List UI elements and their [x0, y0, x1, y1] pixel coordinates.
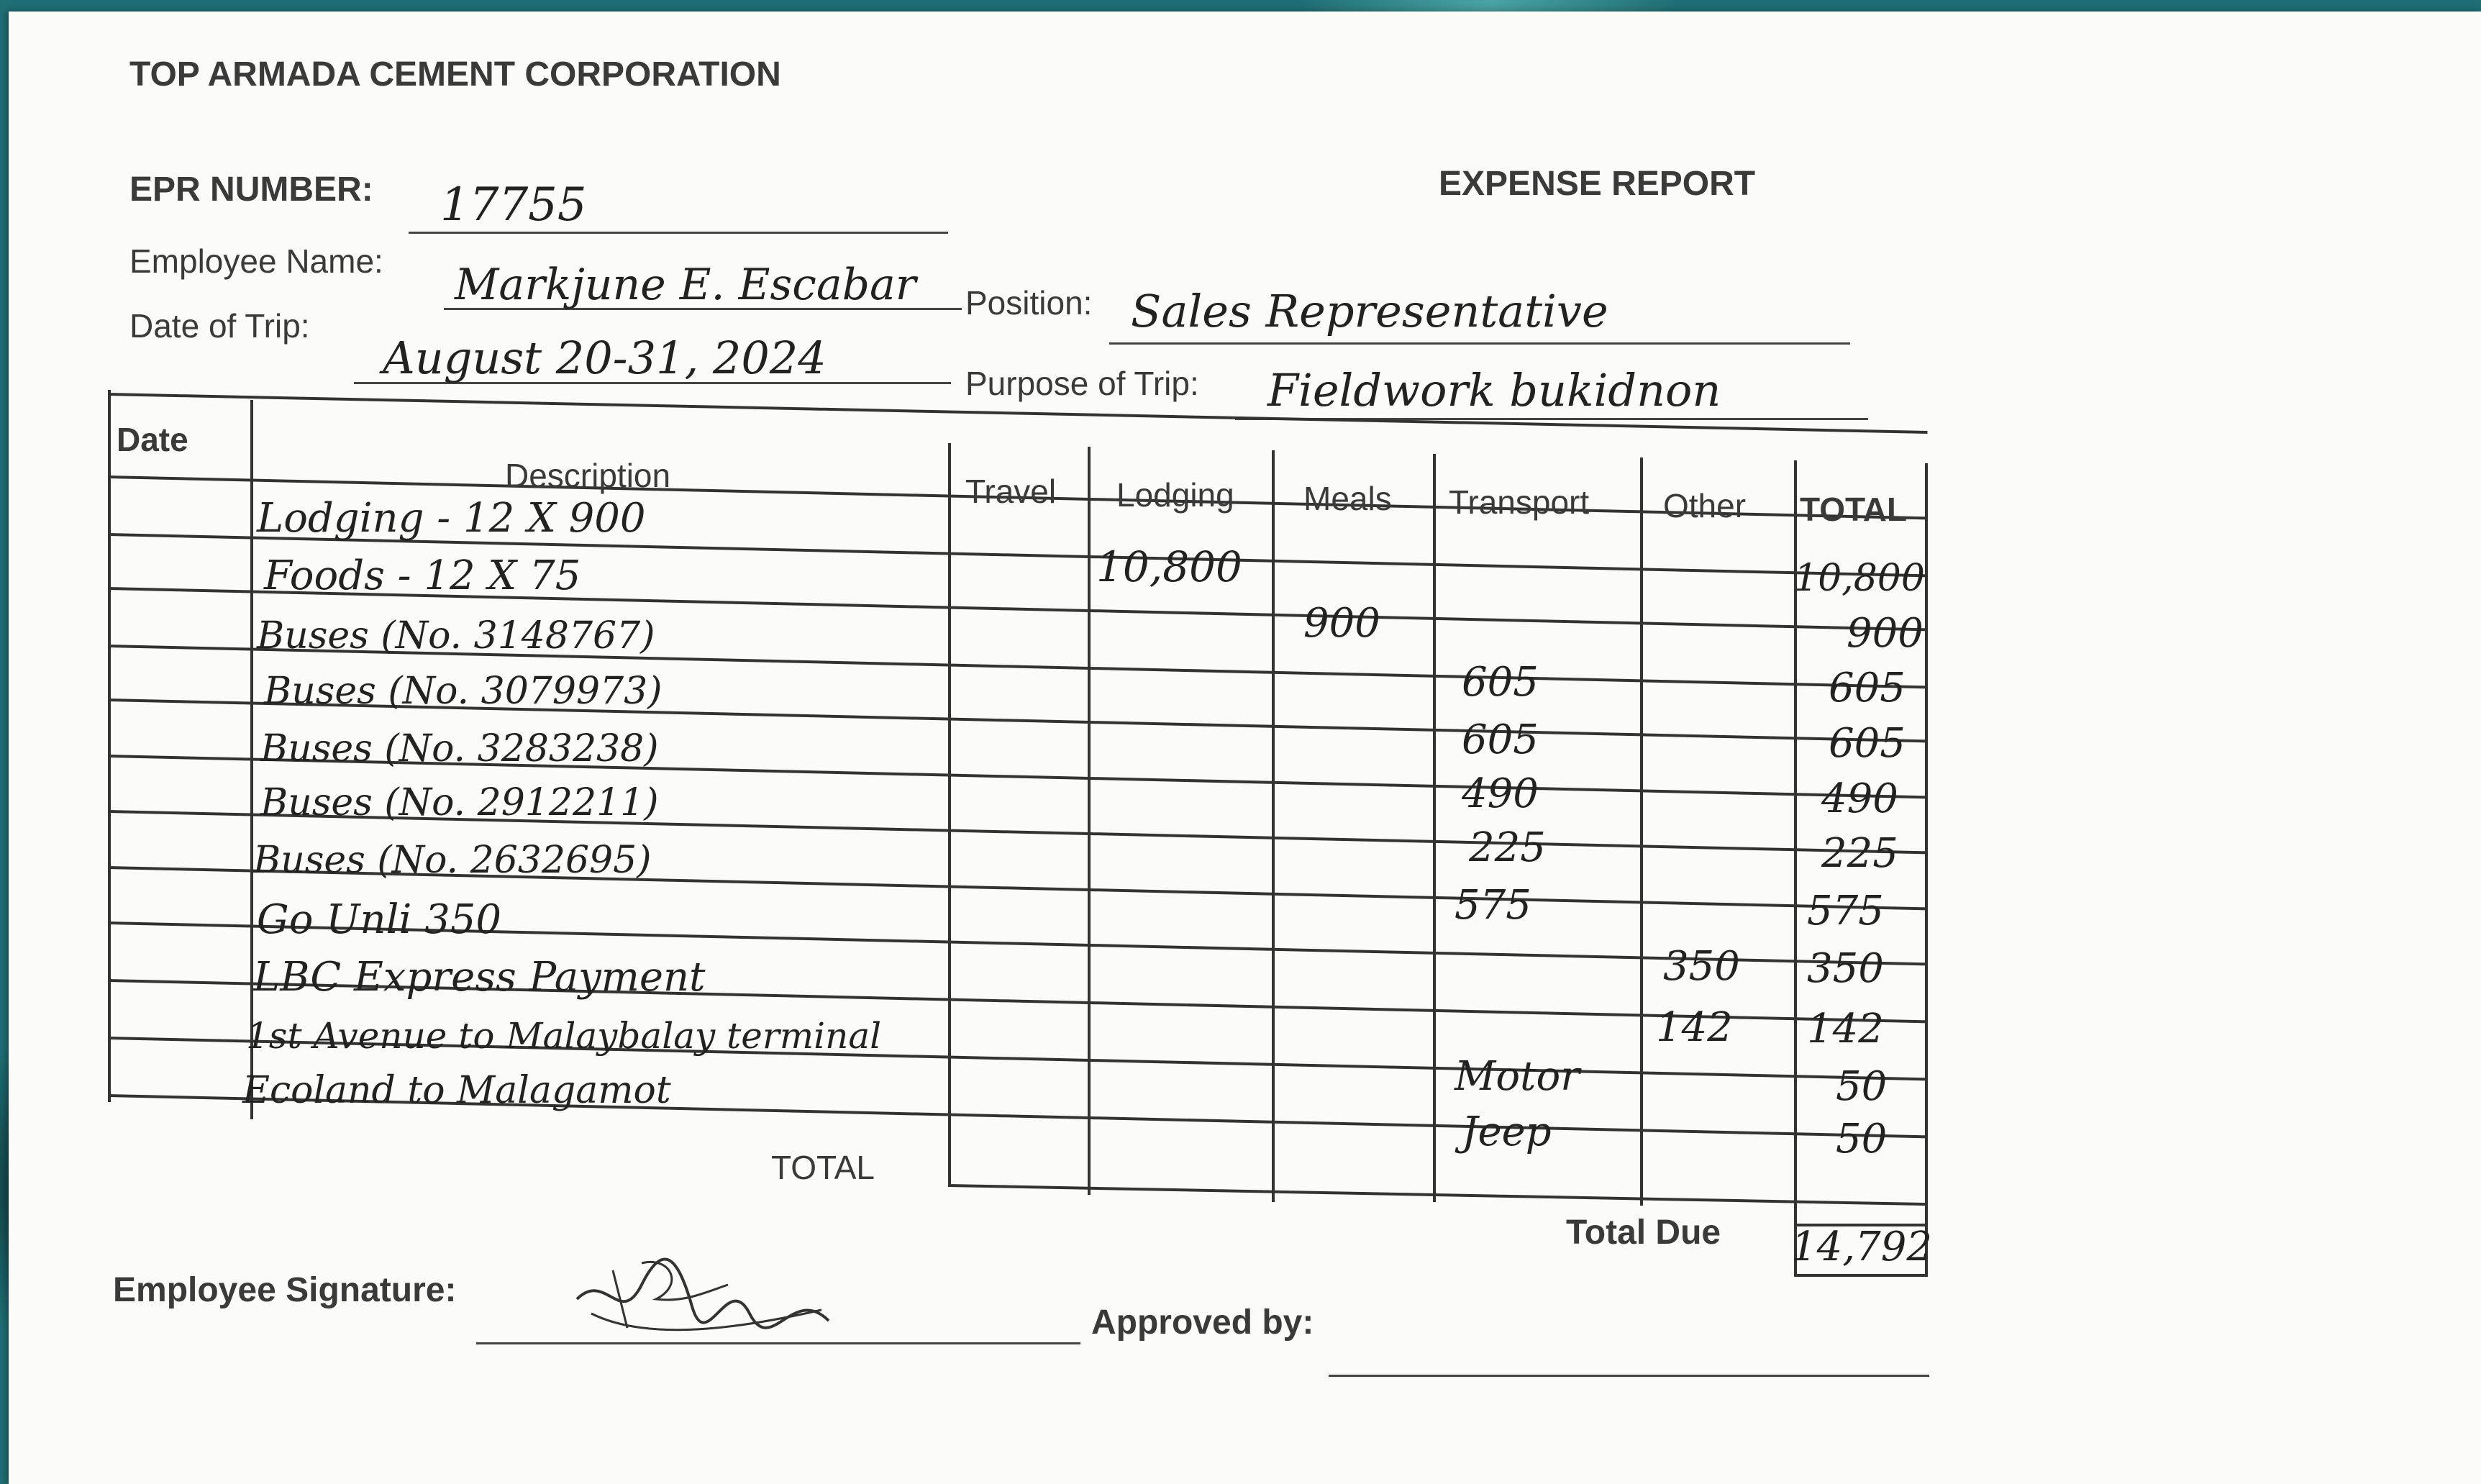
table-total-label: TOTAL — [771, 1149, 875, 1186]
row-9-total: 142 — [1807, 1006, 1884, 1052]
column-header-date: Date — [117, 421, 188, 458]
row-6-total: 225 — [1821, 830, 1898, 877]
column-header-travel: Travel — [965, 473, 1057, 510]
row-1-total: 10,800 — [1794, 557, 1925, 600]
expense-report-form — [9, 12, 2481, 1484]
row-4-total: 605 — [1829, 720, 1906, 767]
purpose-of-trip-label: Purpose of Trip: — [965, 365, 1199, 402]
row-2-meals: 900 — [1303, 600, 1380, 647]
row-7-transport: 575 — [1455, 882, 1531, 929]
employee-signature-image — [563, 1242, 850, 1349]
row-2-total: 900 — [1847, 610, 1924, 657]
table-divider-lodging — [1272, 450, 1275, 1202]
date-of-trip-value: August 20-31, 2024 — [383, 332, 827, 384]
row-3-total: 605 — [1829, 665, 1906, 711]
row-10-transport: Motor — [1455, 1053, 1580, 1100]
column-header-total: TOTAL — [1800, 491, 1908, 528]
row-10-total: 50 — [1836, 1063, 1888, 1110]
approved-by-line — [1329, 1331, 1929, 1377]
row-10-description: 1st Avenue to Malaybalay terminal — [246, 1015, 882, 1057]
row-11-total: 50 — [1836, 1116, 1888, 1162]
row-3-transport: 605 — [1462, 659, 1539, 706]
purpose-of-trip-value: Fieldwork bukidnon — [1267, 364, 1721, 416]
employee-name-label: Employee Name: — [129, 242, 383, 280]
row-5-transport: 490 — [1462, 770, 1539, 817]
table-divider-meals — [1433, 454, 1436, 1202]
row-9-other: 142 — [1656, 1004, 1733, 1051]
row-3-description: Buses (No. 3148767) — [257, 614, 655, 657]
row-11-description: Ecoland to Malagamot — [242, 1069, 671, 1112]
total-due-box-bottom — [1794, 1274, 1928, 1277]
row-8-total: 350 — [1807, 945, 1884, 992]
employee-signature-label: Employee Signature: — [113, 1271, 457, 1309]
column-header-transport: Transport — [1449, 483, 1590, 521]
row-7-total: 575 — [1807, 888, 1884, 934]
column-header-lodging: Lodging — [1116, 476, 1234, 514]
row-6-description: Buses (No. 2912211) — [260, 781, 659, 824]
company-name: TOP ARMADA CEMENT CORPORATION — [129, 55, 781, 94]
table-border-right — [1925, 463, 1928, 1277]
report-title: EXPENSE REPORT — [1439, 165, 1756, 203]
table-total-line — [948, 1184, 1928, 1206]
column-header-meals: Meals — [1303, 480, 1392, 517]
position-value: Sales Representative — [1131, 285, 1608, 337]
total-due-value: 14,792 — [1791, 1224, 1932, 1270]
row-8-other: 350 — [1663, 943, 1740, 990]
approved-by-label: Approved by: — [1091, 1303, 1314, 1342]
position-label: Position: — [965, 284, 1093, 322]
row-1-description: Lodging - 12 X 900 — [257, 495, 646, 542]
epr-number-label: EPR NUMBER: — [129, 170, 373, 209]
table-divider-travel — [1088, 447, 1091, 1195]
row-2-description: Foods - 12 X 75 — [264, 552, 581, 599]
total-due-label: Total Due — [1566, 1214, 1721, 1252]
column-header-description: Description — [505, 457, 671, 494]
row-1-lodging: 10,800 — [1096, 542, 1242, 591]
column-header-other: Other — [1663, 487, 1747, 524]
epr-number-value: 17755 — [440, 178, 587, 232]
table-border-left — [108, 390, 111, 1102]
row-9-description: LBC Express Payment — [253, 954, 706, 1001]
row-11-transport: Jeep — [1462, 1109, 1552, 1155]
row-7-description: Buses (No. 2632695) — [253, 839, 652, 882]
date-of-trip-label: Date of Trip: — [129, 307, 310, 345]
row-4-description: Buses (No. 3079973) — [264, 670, 663, 713]
employee-name-value: Markjune E. Escabar — [455, 260, 916, 310]
row-4-transport: 605 — [1462, 716, 1539, 763]
row-5-total: 490 — [1821, 775, 1898, 822]
row-5-description: Buses (No. 3283238) — [260, 727, 659, 770]
row-6-transport: 225 — [1469, 824, 1546, 871]
row-8-description: Go Unli 350 — [257, 896, 502, 943]
